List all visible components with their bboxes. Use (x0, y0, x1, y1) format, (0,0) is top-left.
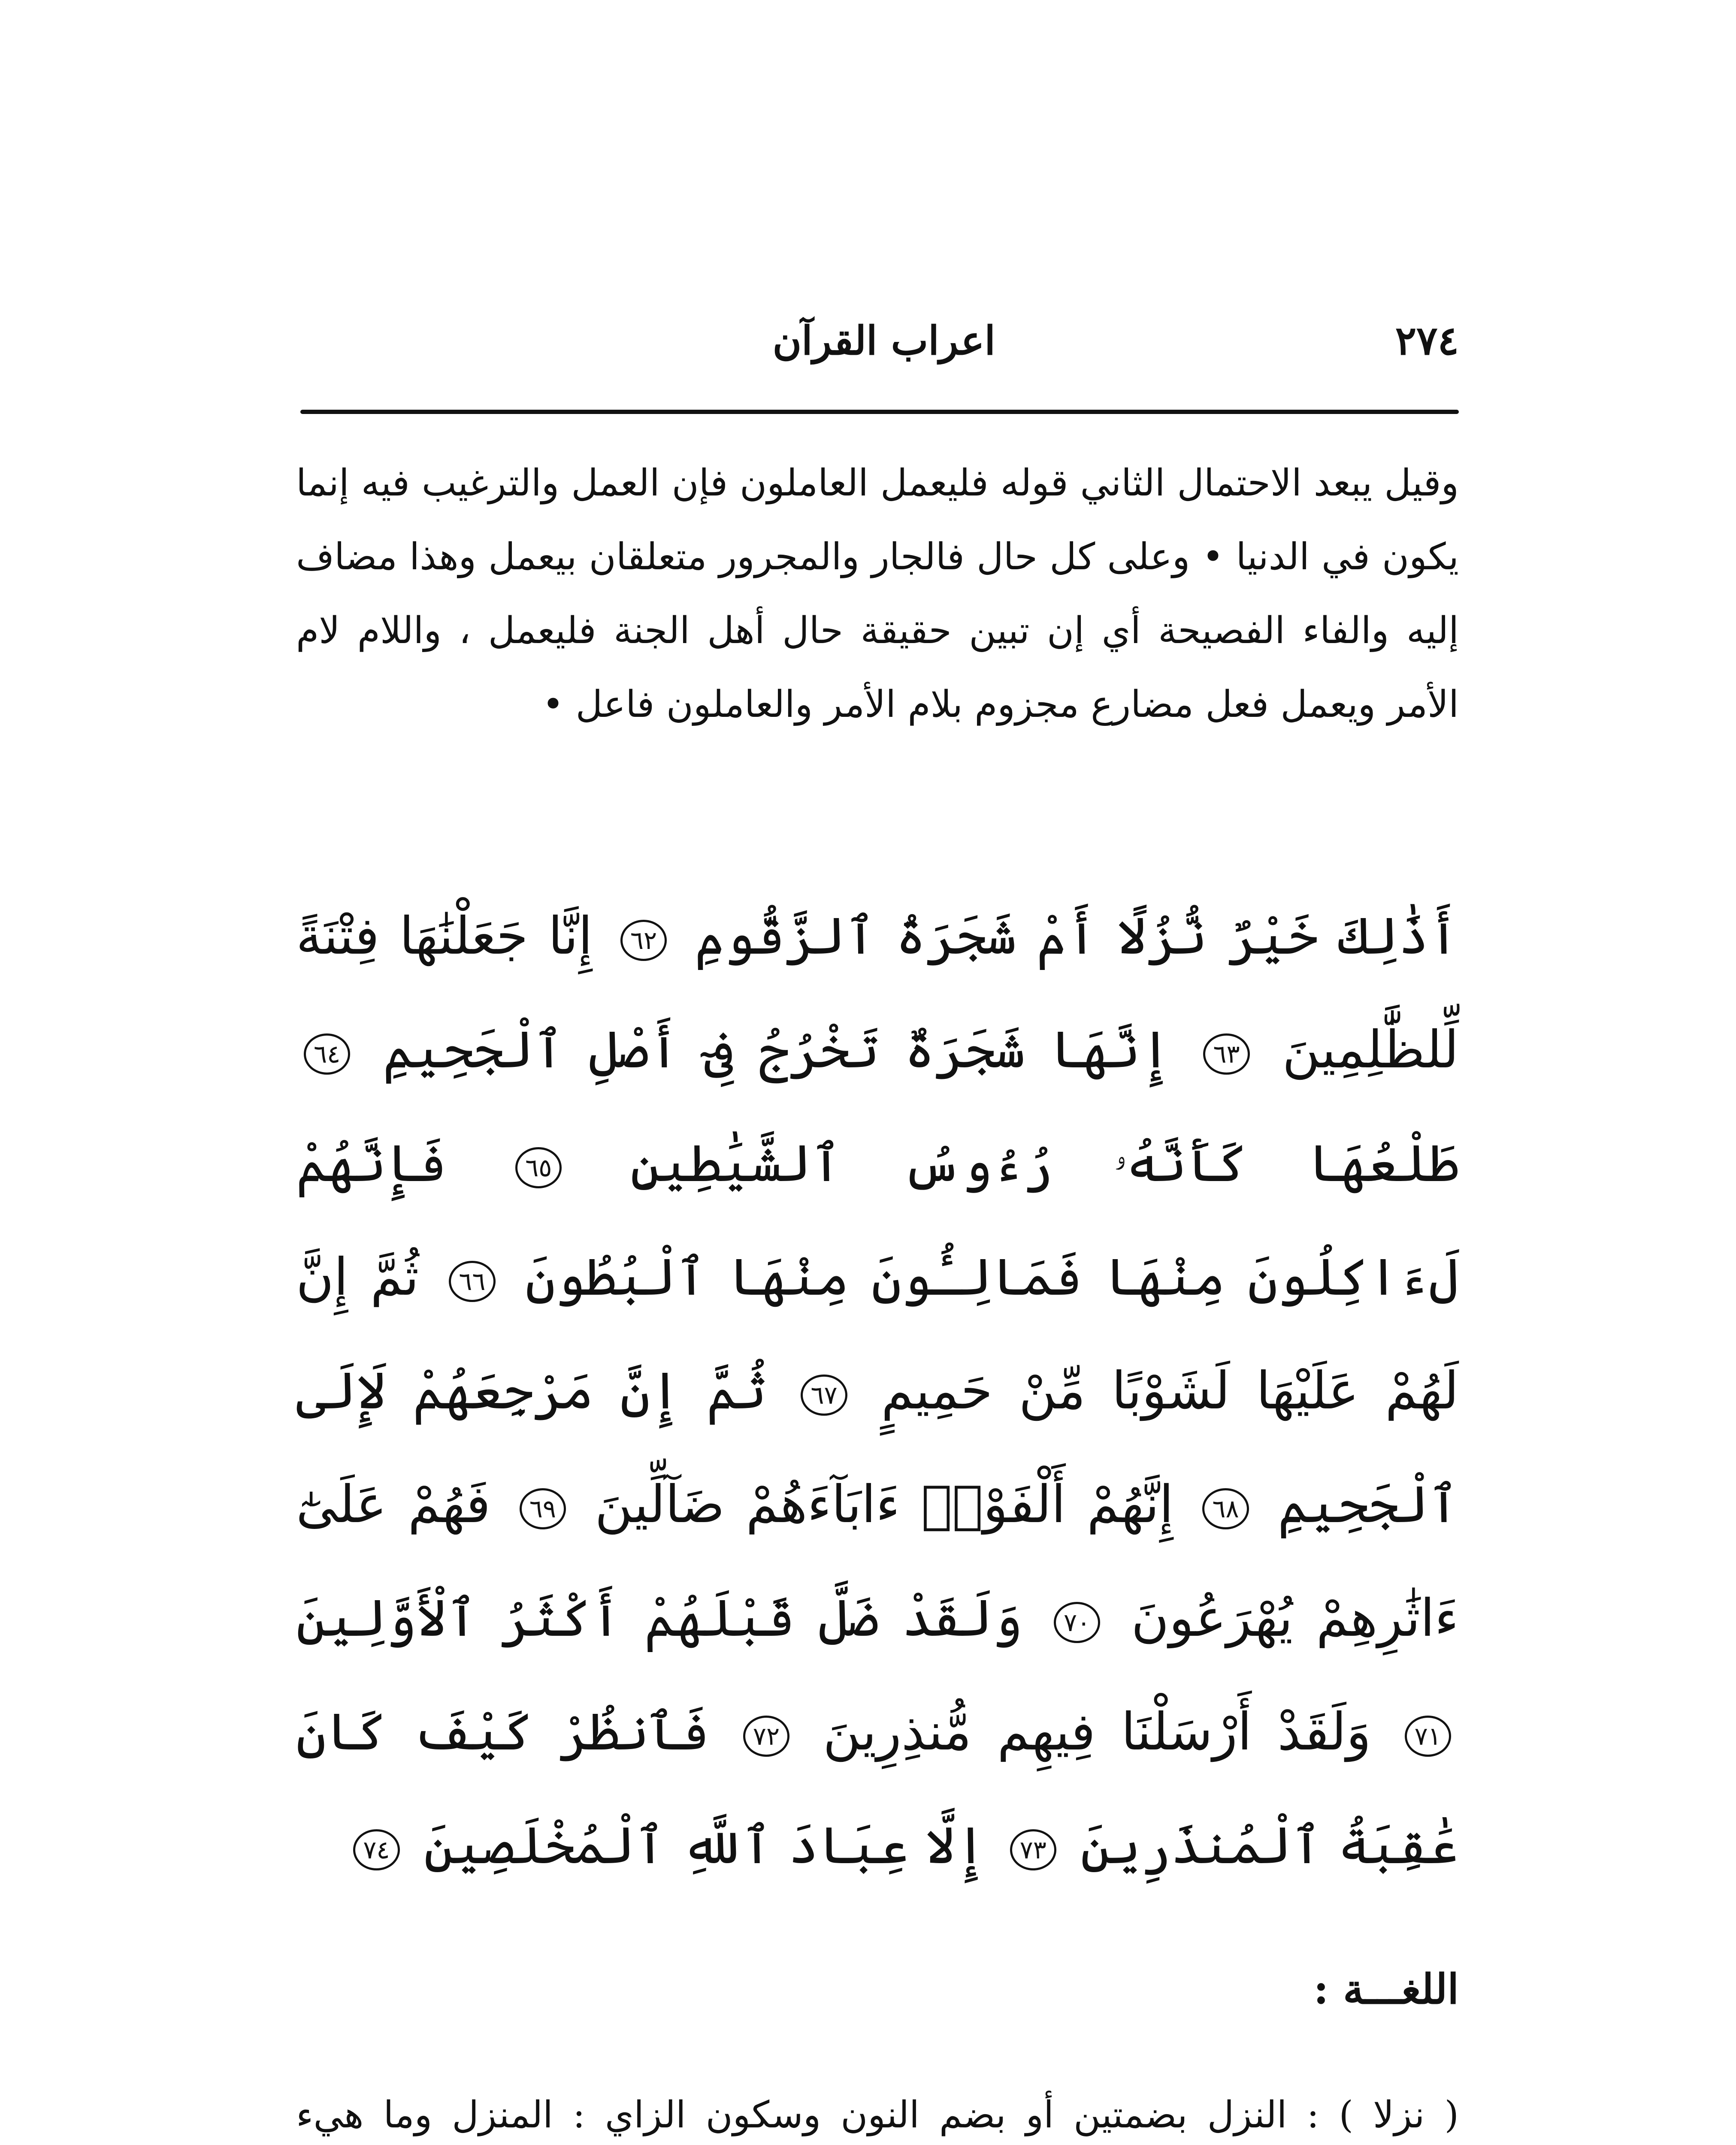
verse-text: فَإِنَّهُمْ لَءَاكِلُونَ مِنْهَا فَمَالِـُٔونَ مِنْهَا ٱلْبُطُونَ (296, 1134, 1459, 1307)
verse-number-marker: ٦٨ (1202, 1488, 1249, 1529)
verse-number-marker: ٧٠ (1054, 1602, 1100, 1643)
verse-text: طَلْعُهَا كَأَنَّهُۥ رُءُوسُ ٱلشَّيَٰطِينِ (630, 1134, 1459, 1193)
verse-number-marker: ٧٤ (353, 1829, 399, 1870)
lexicon-paragraph: ( نزلا ) : النزل بضمتين أو بضم النون وسكون الزاي : المنزل وما هيء (296, 2094, 1459, 2136)
verse-text: ثُمَّ إِنَّ لَهُمْ عَلَيْهَا لَشَوْبًا مِّنْ حَمِيمٍ (296, 1248, 1459, 1421)
header-rule (300, 410, 1459, 414)
verse-number-marker: ٦٢ (620, 920, 667, 961)
verse-number-marker: ٦٤ (304, 1033, 350, 1075)
verse-text: فَٱنظُرْ كَيْفَ كَانَ عَٰقِبَةُ ٱلْمُنذَرِينَ (296, 1702, 1459, 1876)
verse-number-marker: ٦٥ (515, 1147, 562, 1188)
verse-text: ثُمَّ إِنَّ مَرْجِعَهُمْ لَإِلَى ٱلْجَحِيمِ (296, 1361, 1459, 1535)
verse-text: أَذَٰلِكَ خَيْرٌ نُّزُلًا أَمْ شَجَرَةُ ٱلزَّقُّومِ (694, 906, 1459, 966)
verse-number-marker: ٧٢ (743, 1716, 789, 1757)
verse-number-marker: ٦٣ (1203, 1033, 1249, 1075)
verse-number-marker: ٦٧ (801, 1375, 847, 1416)
commentary-paragraph: وقيل يبعد الاحتمال الثاني قوله فليعمل العاملون فإن العمل والترغيب فيه إنما يكون في الدنيا • وعلى كل حال فالجار والمجرور متعلقان بيعمل وهذا مضاف إليه والفاء الفصيحة أي إن تبين حقيقة حال أهل الجنة فليعمل ، واللام لام الأمر ويعمل فعل مضارع مجزوم بلام الأمر والعاملون فاعل • (296, 462, 1459, 726)
verse-number-marker: ٧١ (1405, 1716, 1451, 1757)
verse-text: فَهُمْ عَلَىٰٓ ءَاثَٰرِهِمْ يُهْرَعُونَ (296, 1475, 1459, 1648)
verse-number-marker: ٧٣ (1010, 1829, 1056, 1870)
page-number: ٢٧٤ (1395, 317, 1459, 364)
verse-text: وَلَقَدْ ضَلَّ قَبْلَهُمْ أَكْثَرُ ٱلْأَوَّلِينَ (296, 1589, 1023, 1648)
quran-verses (296, 879, 1459, 1903)
verse-text: إِلَّا عِبَادَ ٱللَّهِ ٱلْمُخْلَصِينَ (423, 1816, 986, 1876)
running-title: اعراب القرآن (772, 317, 995, 364)
verse-text: إِنَّهُمْ أَلْفَوْا۟ ءَابَآءَهُمْ ضَآلِّينَ (595, 1475, 1173, 1535)
section-heading: اللغـــة : (1313, 1965, 1459, 2013)
verse-text: إِنَّهَا شَجَرَةٌ تَخْرُجُ فِىٓ أَصْلِ ٱلْجَحِيمِ (383, 1020, 1171, 1080)
verse-number-marker: ٦٩ (520, 1488, 566, 1529)
verse-text: إِنَّا جَعَلْنَٰهَا فِتْنَةً لِّلظَّٰلِمِينَ (296, 906, 1459, 1080)
page-header (300, 313, 1459, 373)
verse-text: وَلَقَدْ أَرْسَلْنَا فِيهِم مُّنذِرِينَ (823, 1702, 1371, 1762)
verse-number-marker: ٦٦ (449, 1261, 495, 1302)
